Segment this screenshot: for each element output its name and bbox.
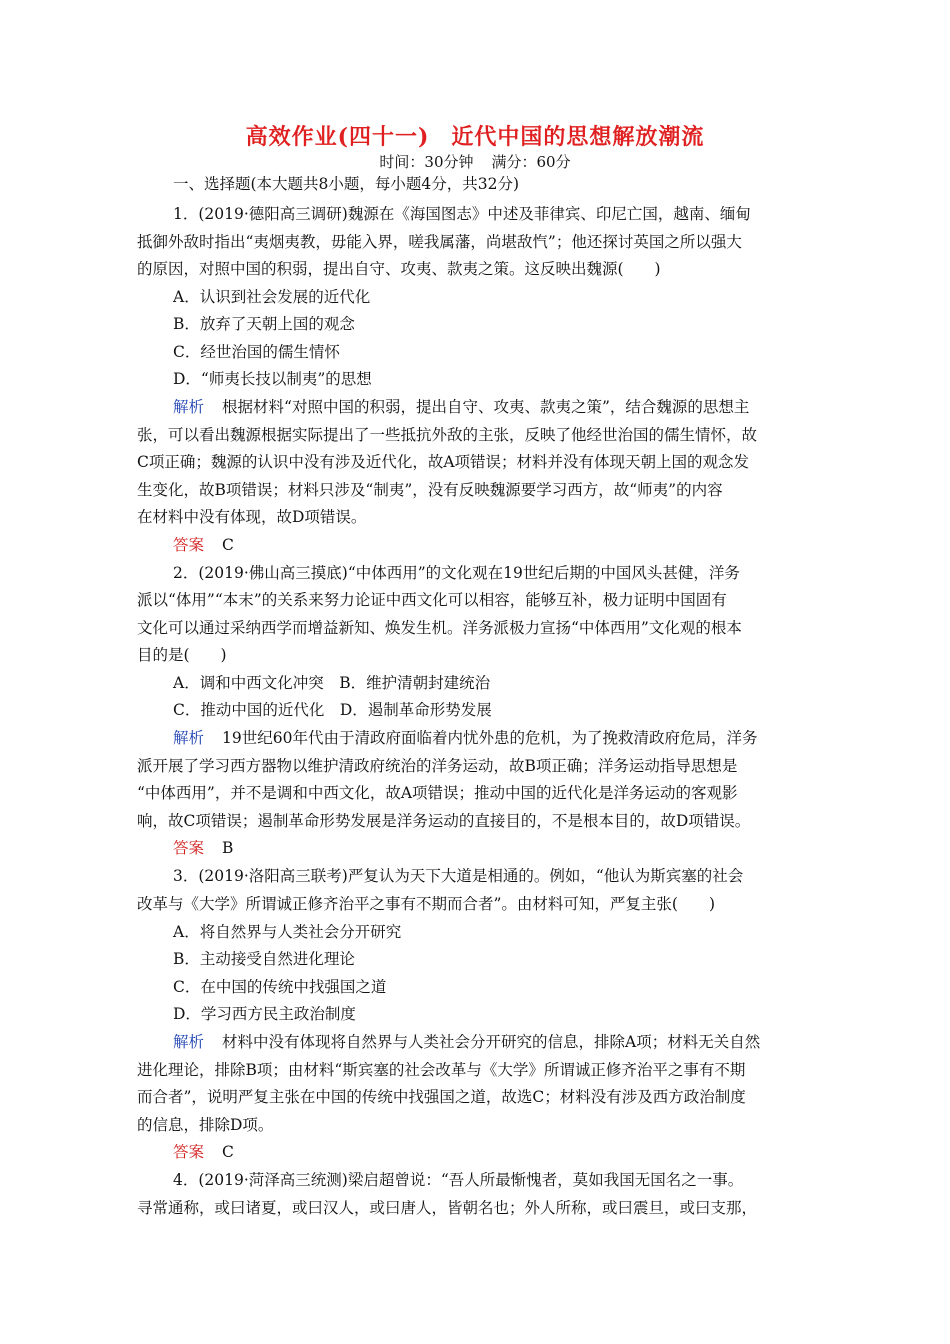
q2-answer-value: B (222, 839, 234, 857)
q3-option-b: B．主动接受自然进化理论 (173, 950, 355, 968)
q2-answer (173, 837, 233, 859)
q3-option-a: A．将自然界与人类社会分开研究 (173, 923, 402, 941)
q1-option-a: A．认识到社会发展的近代化 (173, 288, 371, 306)
q3-analysis-line-2: 进化理论，排除B项；由材料“斯宾塞的社会改革与《大学》所谓诚正修齐治平之事有不期 (137, 1061, 746, 1079)
q3-analysis-label: 解析 (173, 1033, 205, 1051)
title-main: 高效作业(四十一) (245, 124, 430, 150)
q1-answer (173, 534, 234, 556)
q2-answer-label: 答案 (173, 839, 205, 857)
q1-analysis-text: 根据材料“对照中国的积弱，提出自守、攻夷、款夷之策”，结合魏源的思想主 (222, 398, 750, 416)
q3-answer-value: C (222, 1143, 234, 1161)
q2-analysis-line-4: 响，故C项错误；遏制革命形势发展是洋务运动的直接目的，不是根本目的，故D项错误。 (137, 812, 751, 830)
q3-analysis-line-3: 而合者”，说明严复主张在中国的传统中找强国之道，故选C；材料没有涉及西方政治制度 (137, 1088, 746, 1106)
section-heading: 一、选择题(本大题共8小题，每小题4分，共32分) (173, 175, 520, 193)
time-limit: 时间：30分钟 (379, 153, 474, 171)
q2-analysis-text: 19世纪60年代由于清政府面临着内忧外患的危机，为了挽救清政府危局，洋务 (222, 729, 758, 747)
q2-line-4: 目的是( ) (137, 646, 227, 664)
q3-line-2: 改革与《大学》所谓诚正修齐治平之事有不期而合者”。由材料可知，严复主张( ) (137, 895, 716, 913)
q1-option-c: C．经世治国的儒生情怀 (173, 343, 340, 361)
q2-line-3: 文化可以通过采纳西学而增益新知、焕发生机。洋务派极力宣扬“中体西用”文化观的根本 (137, 619, 742, 637)
full-score: 满分：60分 (491, 153, 571, 171)
q3-answer-label: 答案 (173, 1143, 205, 1161)
q1-option-d: D．“师夷长技以制夷”的思想 (173, 370, 372, 388)
q2-analysis-line-2: 派开展了学习西方器物以维护清政府统治的洋务运动，故B项正确；洋务运动指导思想是 (137, 757, 738, 775)
q1-analysis-line-3: C项正确；魏源的认识中没有涉及近代化，故A项错误；材料并没有体现天朝上国的观念发 (137, 453, 750, 471)
q1-line-1: 1．(2019·德阳高三调研)魏源在《海国图志》中述及菲律宾、印尼亡国，越南、缅甸 (173, 205, 751, 223)
q1-line-2: 抵御外敌时指出“夷烟夷教，毋能入界，嗟我属藩，尚堪敌忾”；他还探讨英国之所以强大 (137, 233, 742, 251)
q3-analysis-line-4: 的信息，排除D项。 (137, 1116, 274, 1134)
q2-analysis-line-1 (173, 727, 757, 749)
q3-option-c: C．在中国的传统中找强国之道 (173, 978, 387, 996)
q1-analysis-label: 解析 (173, 398, 205, 416)
title-sub: 近代中国的思想解放潮流 (451, 124, 705, 150)
q2-line-2: 派以“体用”“本末”的关系来努力论证中西文化可以相容，能够互补，极力证明中国固有 (137, 591, 727, 609)
q1-option-b: B．放弃了天朝上国的观念 (173, 315, 355, 333)
q3-line-1: 3．(2019·洛阳高三联考)严复认为天下大道是相通的。例如，“他认为斯宾塞的社会 (173, 867, 744, 885)
q3-analysis-line-1 (173, 1031, 760, 1053)
q1-analysis-line-2: 张，可以看出魏源根据实际提出了一些抵抗外敌的主张，反映了他经世治国的儒生情怀，故 (137, 426, 758, 444)
q2-analysis-label: 解析 (173, 729, 205, 747)
q1-answer-label: 答案 (173, 536, 205, 554)
q3-answer (173, 1141, 234, 1163)
exam-meta (0, 151, 950, 172)
q3-option-d: D．学习西方民主政治制度 (173, 1005, 356, 1023)
q2-options-cd: C．推动中国的近代化 D．遏制革命形势发展 (173, 701, 492, 719)
q2-analysis-line-3: “中体西用”，并不是调和中西文化，故A项错误；推动中国的近代化是洋务运动的客观影 (137, 784, 738, 802)
q2-line-1: 2．(2019·佛山高三摸底)“中体西用”的文化观在19世纪后期的中国风头甚健，洋务 (173, 564, 740, 582)
q4-line-1: 4．(2019·菏泽高三统测)梁启超曾说：“吾人所最惭愧者，莫如我国无国名之一事。 (173, 1171, 744, 1189)
page-title (0, 120, 950, 151)
q1-analysis-line-1 (173, 396, 749, 418)
q1-analysis-line-4: 生变化，故B项错误；材料只涉及“制夷”，没有反映魏源要学习西方，故“师夷”的内容 (137, 481, 723, 499)
q1-answer-value: C (222, 536, 234, 554)
q3-analysis-text: 材料中没有体现将自然界与人类社会分开研究的信息，排除A项；材料无关自然 (222, 1033, 761, 1051)
q1-line-3: 的原因，对照中国的积弱，提出自守、攻夷、款夷之策。这反映出魏源( ) (137, 260, 661, 278)
q1-analysis-line-5: 在材料中没有体现，故D项错误。 (137, 508, 367, 526)
q4-line-2: 寻常通称，或曰诸夏，或曰汉人，或曰唐人，皆朝名也；外人所称，或曰震旦，或曰支那， (137, 1199, 758, 1217)
q2-options-ab: A．调和中西文化冲突 B．维护清朝封建统治 (173, 674, 491, 692)
